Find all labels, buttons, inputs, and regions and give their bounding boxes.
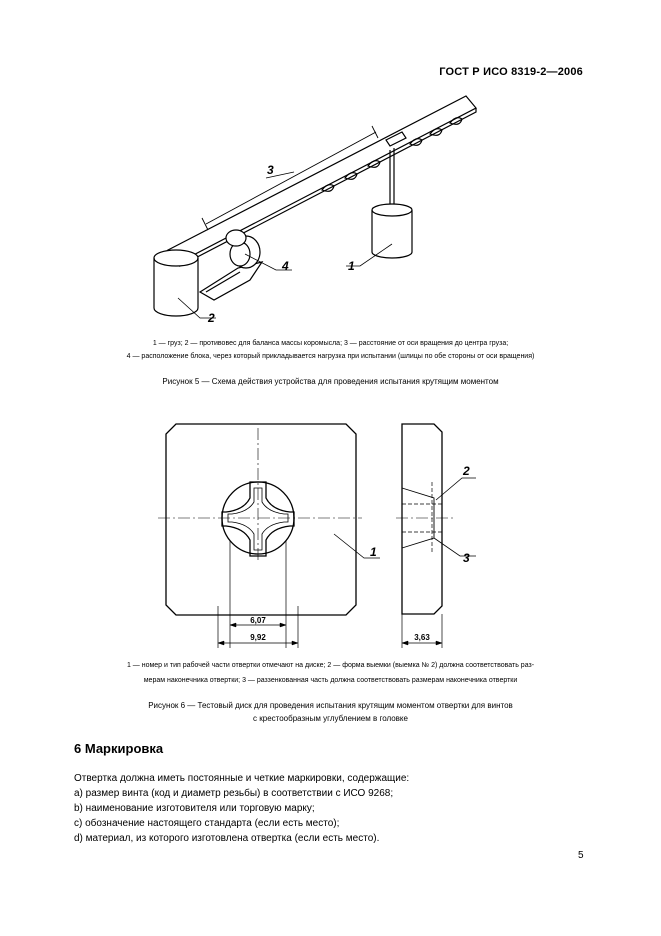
list-item-d: d) материал, из которого изготовлена отвертка (если есть место). [74, 833, 380, 844]
callout-1: 1 [348, 259, 355, 273]
page-number: 5 [578, 850, 584, 861]
figure5-caption: Рисунок 5 — Схема действия устройства для проведения испытания крутящим моментом [162, 377, 499, 386]
document-header: ГОСТ Р ИСО 8319-2—2006 [439, 66, 583, 78]
dim-3-63: 3,63 [414, 633, 430, 642]
callout-fig6-3: 3 [463, 551, 470, 565]
callout-4: 4 [282, 259, 289, 273]
dim-9-92: 9,92 [250, 633, 266, 642]
dim-6-07: 6,07 [250, 616, 266, 625]
list-item-a: a) размер винта (код и диаметр резьбы) в соответствии с ИСО 9268; [74, 788, 394, 799]
figure5-legend-line2: 4 — расположение блока, через который прикладывается нагрузка при испытании (шлицы по обе стороны от оси вращения) [126, 353, 535, 360]
figure6-legend-line1: 1 — номер и тип рабочей части отвертки отмечают на диске; 2 — форма выемки (выемка № 2) должна соответствовать раз- [126, 662, 535, 669]
figure-5-torque-device-diagram [130, 88, 490, 338]
figure-6-test-disc-drawing [150, 415, 480, 655]
callout-3: 3 [267, 163, 274, 177]
callout-fig6-2: 2 [463, 464, 470, 478]
figure6-legend-line2: мерам наконечника отвертки; 3 — раззенкованная часть должна соответствовать размерам наконечника отвертки [143, 677, 518, 684]
section-6-title: 6 Маркировка [74, 741, 164, 756]
section-6-intro: Отвертка должна иметь постоянные и четкие маркировки, содержащие: [74, 773, 410, 784]
figure6-caption-line1: Рисунок 6 — Тестовый диск для проведения испытания крутящим моментом отвертки для винтов [148, 701, 513, 710]
callout-fig6-1: 1 [370, 545, 377, 559]
figure6-caption-line2: с крестообразным углублением в головке [253, 714, 408, 723]
callout-2: 2 [208, 311, 215, 325]
list-item-c: c) обозначение настоящего стандарта (если есть место); [74, 818, 340, 829]
list-item-b: b) наименование изготовителя или торговую марку; [74, 803, 315, 814]
figure5-legend-line1: 1 — груз; 2 — противовес для баланса массы коромысла; 3 — расстояние от оси вращения до центра груза; [152, 340, 509, 347]
